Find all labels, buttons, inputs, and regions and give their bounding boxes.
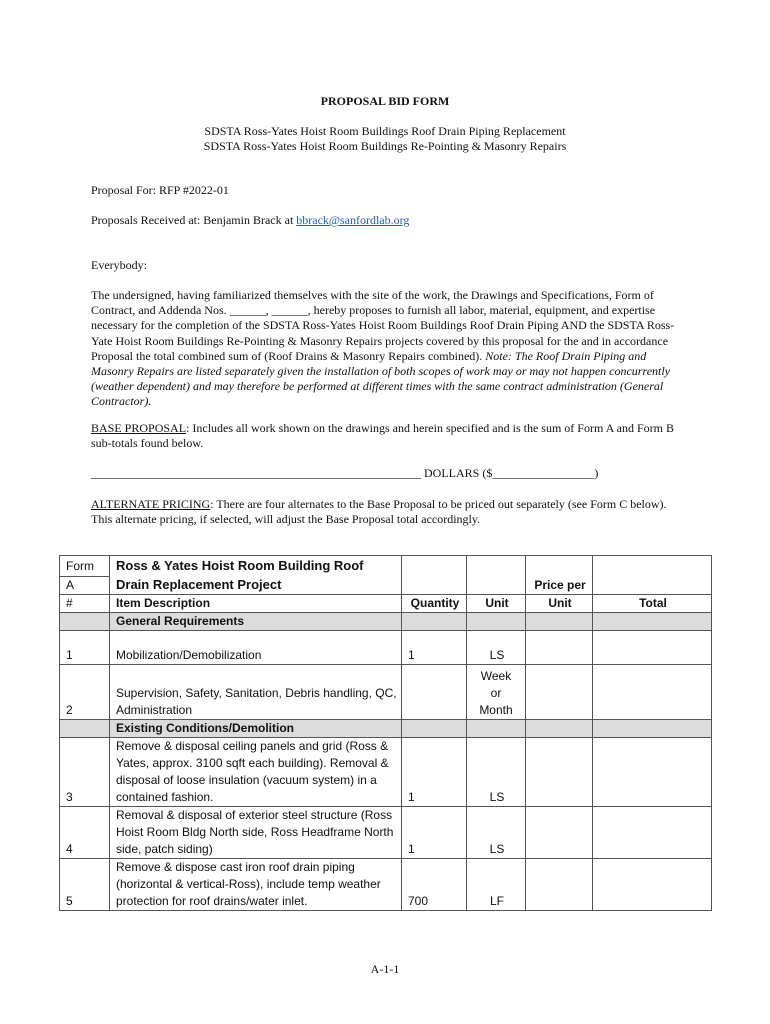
table-row <box>60 859 712 911</box>
item-quantity: 700 <box>402 859 467 911</box>
body-note: Note: The Roof Drain Piping and Masonry Repairs are listed separately given the installation of both scopes of work may or may not happen concurrently (weather dependent) and may therefore be performed at different times with the same contract administration (General Contractor). <box>91 348 671 409</box>
total-header: Total <box>593 595 712 613</box>
table-row <box>60 807 712 859</box>
section-cell <box>593 613 712 631</box>
form-letter: A <box>60 576 110 594</box>
item-quantity: 1 <box>402 807 467 859</box>
table-header-row-3 <box>60 595 712 613</box>
base-proposal-label: BASE PROPOSAL <box>91 421 187 435</box>
price-per-unit-input[interactable] <box>526 631 593 665</box>
table-header-row-1 <box>60 556 712 577</box>
alternate-pricing <box>91 497 676 527</box>
email-link[interactable]: bbrack@sanfordlab.org <box>296 213 410 227</box>
item-number: 3 <box>60 738 110 807</box>
price-per-unit-header: Unit <box>526 595 593 613</box>
project-subtitle-1: SDSTA Ross-Yates Hoist Room Buildings Roof Drain Piping Replacement <box>204 124 566 138</box>
section-row <box>60 613 712 631</box>
section-cell <box>467 613 526 631</box>
form-title: PROPOSAL BID FORM <box>320 94 450 108</box>
section-cell <box>402 613 467 631</box>
project-title-line-1: Ross & Yates Hoist Room Building Roof <box>116 558 364 573</box>
item-quantity: 1 <box>402 631 467 665</box>
item-description: Remove & disposal ceiling panels and grid (Ross & Yates, approx. 3100 sqft each building). Removal & disposal of loose insulation (vacuum system) in a contained fashion. <box>110 738 402 807</box>
section-cell <box>526 613 593 631</box>
page-number: A-1-1 <box>370 962 400 976</box>
proposal-for: Proposal For: RFP #2022-01 <box>91 183 229 197</box>
section-cell <box>526 720 593 738</box>
total-input[interactable] <box>593 859 712 911</box>
item-unit: LS <box>467 738 526 807</box>
header-blank <box>593 556 712 595</box>
item-quantity: 1 <box>402 738 467 807</box>
table-row <box>60 665 712 720</box>
body-paragraph <box>91 288 676 410</box>
item-description-header: Item Description <box>110 595 402 613</box>
dollars-line: _______________________________________________________ DOLLARS ($_________________) <box>91 466 599 480</box>
section-general-requirements: General Requirements <box>110 613 402 631</box>
item-number: 2 <box>60 665 110 720</box>
project-title <box>110 556 402 595</box>
total-input[interactable] <box>593 807 712 859</box>
section-cell <box>60 613 110 631</box>
item-quantity <box>402 665 467 720</box>
item-description: Supervision, Safety, Sanitation, Debris handling, QC, Administration <box>110 665 402 720</box>
received-prefix: Proposals Received at: Benjamin Brack at <box>91 213 297 227</box>
section-cell <box>402 720 467 738</box>
item-unit: Week or Month <box>467 665 526 720</box>
price-per-unit-input[interactable] <box>526 665 593 720</box>
item-unit: LS <box>467 807 526 859</box>
unit-header: Unit <box>467 595 526 613</box>
item-number: 4 <box>60 807 110 859</box>
project-title-line-2: Drain Replacement Project <box>116 577 282 592</box>
price-per-unit-input[interactable] <box>526 807 593 859</box>
salutation: Everybody: <box>91 258 147 272</box>
total-input[interactable] <box>593 665 712 720</box>
alternate-pricing-text: : There are four alternates to the Base Proposal to be priced out separately (see Form C below). This alternate pricing, if selected, will adjust the Base Proposal total accordingly. <box>91 497 667 527</box>
item-unit: LF <box>467 859 526 911</box>
project-subtitle-2: SDSTA Ross-Yates Hoist Room Buildings Re-Pointing & Masonry Repairs <box>203 139 567 153</box>
total-input[interactable] <box>593 738 712 807</box>
item-number: 1 <box>60 631 110 665</box>
section-cell <box>593 720 712 738</box>
item-description: Removal & disposal of exterior steel structure (Ross Hoist Room Bldg North side, Ross Headframe North side, patch siding) <box>110 807 402 859</box>
alternate-pricing-label: ALTERNATE PRICING <box>91 497 211 511</box>
header-blank <box>402 556 467 595</box>
header-blank <box>467 556 526 595</box>
item-number: 5 <box>60 859 110 911</box>
section-cell <box>60 720 110 738</box>
base-proposal <box>91 421 676 451</box>
body-text: The undersigned, having familiarized themselves with the site of the work, the Drawings and Specifications, Form of Contract, and Addenda Nos. ______, ______, hereby proposes to furnish all labor, material, equipment, and expertise necessary for the completion of the SDSTA Ross-Yates Hoist Room Buildings Roof Drain Piping AND the SDSTA Ross-Yate Hoist Room Buildings Re-Pointing & Masonry Repairs projects covered by this proposal for the and in accordance Proposal the total combined sum of (Roof Drains & Masonry Repairs combined). <box>91 288 675 363</box>
total-input[interactable] <box>593 631 712 665</box>
form-label: Form <box>60 556 110 577</box>
item-unit: LS <box>467 631 526 665</box>
price-per-header: Price per <box>526 556 593 595</box>
item-description: Remove & dispose cast iron roof drain piping (horizontal & vertical-Ross), include temp weather protection for roof drains/water inlet. <box>110 859 402 911</box>
table-row <box>60 738 712 807</box>
quantity-header: Quantity <box>402 595 467 613</box>
table-row <box>60 631 712 665</box>
price-per-unit-input[interactable] <box>526 738 593 807</box>
bid-table-form-a <box>59 555 712 911</box>
base-proposal-text: : Includes all work shown on the drawings and herein specified and is the sum of Form A and Form B sub-totals found below. <box>91 421 674 451</box>
item-description: Mobilization/Demobilization <box>110 631 402 665</box>
hash-header: # <box>60 595 110 613</box>
section-existing-conditions: Existing Conditions/Demolition <box>110 720 402 738</box>
section-cell <box>467 720 526 738</box>
price-per-unit-input[interactable] <box>526 859 593 911</box>
proposals-received <box>91 213 676 228</box>
section-row <box>60 720 712 738</box>
